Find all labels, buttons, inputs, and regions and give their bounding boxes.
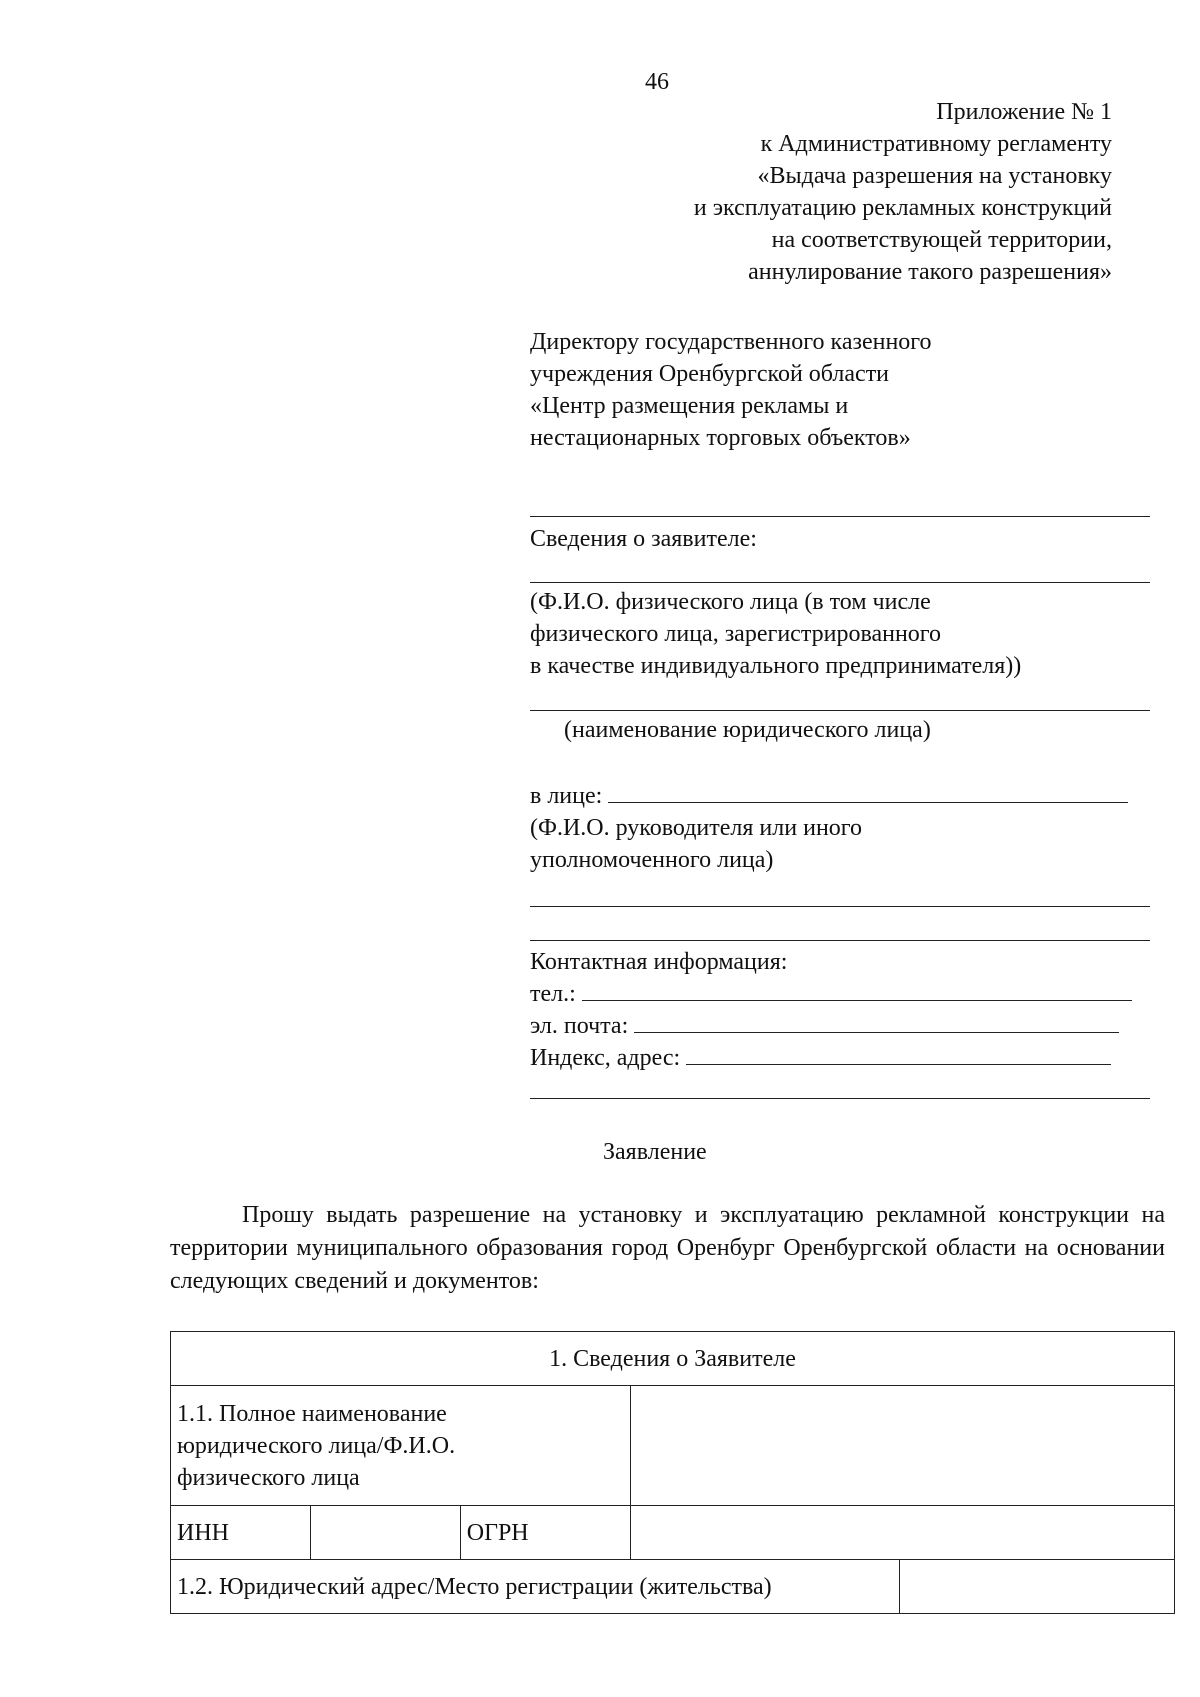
- address-row: [530, 1042, 1111, 1074]
- addressee-line-3: «Центр размещения рекламы и: [530, 393, 849, 419]
- person-hint-3: в качестве индивидуального предпринимателя)): [530, 653, 1022, 679]
- represented-by-label: в лице:: [530, 783, 603, 809]
- appendix-line-6: аннулирование такого разрешения»: [748, 259, 1112, 285]
- row-1-2-label: 1.2. Юридический адрес/Место регистрации (жительства): [171, 1560, 900, 1614]
- row-1-1-line-1: 1.1. Полное наименование: [177, 1401, 447, 1427]
- addressee-line-2: учреждения Оренбургской области: [530, 361, 890, 387]
- applicant-info-label: Сведения о заявителе:: [530, 526, 757, 552]
- appendix-line-3: «Выдача разрешения на установку: [757, 163, 1112, 189]
- row-1-1-line-2: юридического лица/Ф.И.О.: [177, 1433, 456, 1459]
- statement-body: Прошу выдать разрешение на установку и эксплуатацию рекламной конструкции на территории муниципального образования город Оренбург Оренбургской области на основании следующих сведений и документов:: [170, 1202, 1165, 1294]
- inn-label: ИНН: [171, 1506, 311, 1560]
- phone-row: [530, 978, 1132, 1010]
- phone-label: тел.:: [530, 981, 576, 1007]
- email-row: [530, 1010, 1119, 1042]
- person-hint-1: (Ф.И.О. физического лица (в том числе: [530, 589, 931, 615]
- appendix-line-2: к Административному регламенту: [760, 131, 1112, 157]
- applicant-info-table: [170, 1331, 1175, 1614]
- contact-label: Контактная информация:: [530, 949, 788, 975]
- representative-hint-2: уполномоченного лица): [530, 847, 774, 873]
- represented-by-row: [530, 780, 1128, 812]
- row-1-1-label: [171, 1386, 631, 1506]
- appendix-line-1: Приложение № 1: [936, 99, 1112, 125]
- statement-title: Заявление: [603, 1139, 707, 1165]
- address-field-continued[interactable]: [530, 1098, 1150, 1099]
- ogrn-label: ОГРН: [460, 1506, 630, 1560]
- phone-field[interactable]: [582, 978, 1132, 1001]
- person-name-field[interactable]: [530, 582, 1150, 583]
- appendix-line-5: на соответствующей территории,: [771, 227, 1112, 253]
- extra-line-1[interactable]: [530, 906, 1150, 907]
- appendix-line-4: и эксплуатацию рекламных конструкций: [693, 195, 1112, 221]
- legal-entity-field[interactable]: [530, 710, 1150, 711]
- legal-entity-hint: (наименование юридического лица): [564, 717, 931, 743]
- representative-field[interactable]: [608, 780, 1128, 803]
- person-hint-2: физического лица, зарегистрированного: [530, 621, 942, 647]
- row-1-1-value-cell[interactable]: [630, 1386, 1174, 1506]
- extra-line-2[interactable]: [530, 940, 1150, 941]
- inn-value-cell[interactable]: [310, 1506, 460, 1560]
- representative-hint-1: (Ф.И.О. руководителя или иного: [530, 815, 863, 841]
- email-label: эл. почта:: [530, 1013, 629, 1039]
- address-field[interactable]: [686, 1042, 1111, 1065]
- addressee-line-1: Директору государственного казенного: [530, 329, 932, 355]
- table-section-header: 1. Сведения о Заявителе: [171, 1332, 1175, 1386]
- email-field[interactable]: [634, 1010, 1119, 1033]
- blank-line[interactable]: [530, 516, 1150, 517]
- addressee-line-4: нестационарных торговых объектов»: [530, 425, 911, 451]
- row-1-1-line-3: физического лица: [177, 1465, 360, 1491]
- ogrn-value-cell[interactable]: [630, 1506, 1174, 1560]
- page-number: 46: [645, 69, 669, 95]
- address-label: Индекс, адрес:: [530, 1045, 681, 1071]
- row-1-2-value-cell[interactable]: [900, 1560, 1175, 1614]
